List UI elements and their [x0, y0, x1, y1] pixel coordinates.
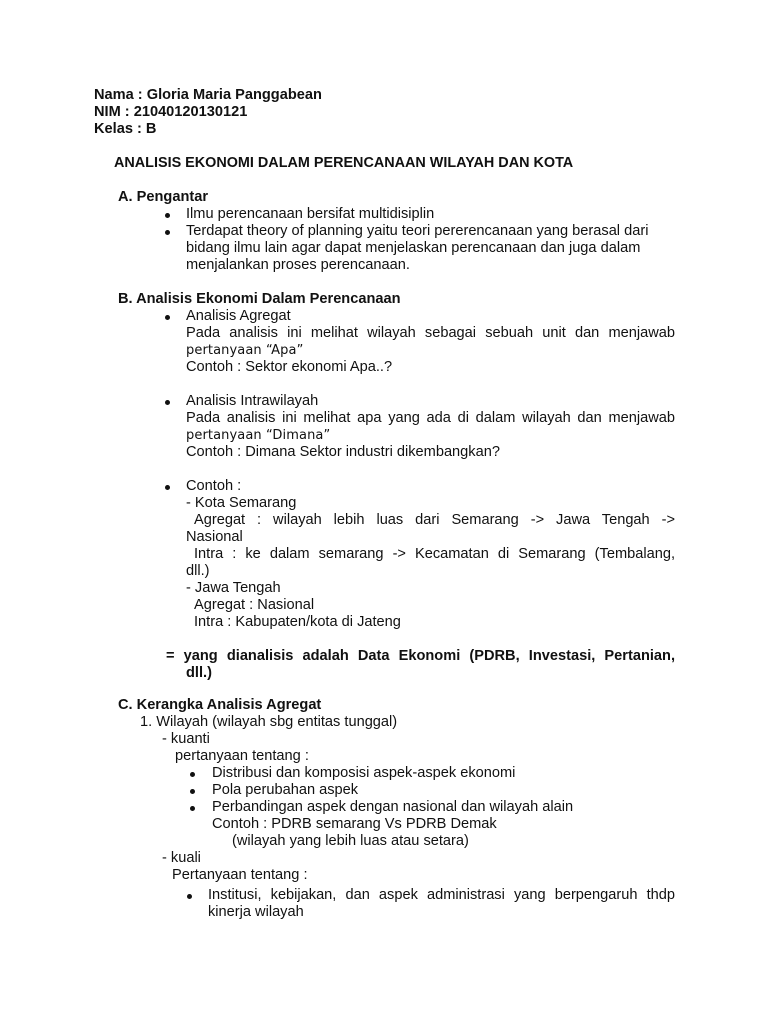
jawa-tengah-agregat: Agregat : Nasional [194, 597, 315, 613]
agregat-example: Contoh : Sektor ekonomi Apa..? [186, 359, 393, 375]
summary-line-1: = yang dianalisis adalah Data Ekonomi (PDRB, Investasi, Pertanian, [166, 648, 675, 664]
student-name: Nama : Gloria Maria Panggabean [94, 87, 322, 103]
agregat-description-line-2: pertanyaan “Apa” [186, 343, 304, 358]
intra-description-line-2: pertanyaan “Dimana” [186, 428, 331, 443]
intra-description-line-1: Pada analisis ini melihat apa yang ada di dalam wilayah dan menjawab [186, 410, 675, 426]
bullet-icon [165, 485, 170, 490]
kuanti-question: pertanyaan tentang : [175, 748, 309, 764]
section-a-bullet-2-line-1: Terdapat theory of planning yaitu teori pererencanaan yang berasal dari [186, 223, 649, 239]
kuanti-bullet-2: Pola perubahan aspek [212, 782, 359, 798]
intra-title: Analisis Intrawilayah [186, 393, 319, 409]
bullet-icon [165, 230, 170, 235]
bullet-icon [187, 894, 192, 899]
section-c-item-1: 1. Wilayah (wilayah sbg entitas tunggal) [140, 714, 398, 730]
student-class: Kelas : B [94, 121, 157, 137]
kuali-bullet-1-line-1: Institusi, kebijakan, dan aspek administrasi yang berpengaruh thdp [208, 887, 675, 903]
section-a-bullet-2-line-2: bidang ilmu lain agar dapat menjelaskan perencanaan dan juga dalam [186, 240, 641, 256]
bullet-icon [190, 789, 195, 794]
kota-semarang-intra-line-2: dll.) [186, 563, 210, 579]
section-a-bullet-1: Ilmu perencanaan bersifat multidisiplin [186, 206, 435, 222]
kuanti-label: - kuanti [162, 731, 210, 747]
kota-semarang-agregat-line-2: Nasional [186, 529, 243, 545]
example-kota-semarang: - Kota Semarang [186, 495, 297, 511]
bullet-icon [190, 806, 195, 811]
bullet-icon [190, 772, 195, 777]
section-b-heading: B. Analisis Ekonomi Dalam Perencanaan [118, 291, 401, 307]
document-title: ANALISIS EKONOMI DALAM PERENCANAAN WILAYAH DAN KOTA [114, 155, 574, 171]
summary-line-2: dll.) [186, 665, 212, 681]
kuanti-bullet-3: Perbandingan aspek dengan nasional dan wilayah alain [212, 799, 574, 815]
intra-example: Contoh : Dimana Sektor industri dikembangkan? [186, 444, 500, 460]
kuali-bullet-1-line-2: kinerja wilayah [208, 904, 304, 920]
bullet-icon [165, 400, 170, 405]
kuanti-example-note: (wilayah yang lebih luas atau setara) [232, 833, 469, 849]
section-a-bullet-2-line-3: menjalankan proses perencanaan. [186, 257, 410, 273]
kuanti-example: Contoh : PDRB semarang Vs PDRB Demak [212, 816, 497, 832]
agregat-description-line-1: Pada analisis ini melihat wilayah sebagai sebuah unit dan menjawab [186, 325, 675, 341]
agregat-title: Analisis Agregat [186, 308, 291, 324]
example-jawa-tengah: - Jawa Tengah [186, 580, 281, 596]
kuanti-bullet-1: Distribusi dan komposisi aspek-aspek ekonomi [212, 765, 516, 781]
jawa-tengah-intra: Intra : Kabupaten/kota di Jateng [194, 614, 401, 630]
bullet-icon [165, 213, 170, 218]
student-nim: NIM : 21040120130121 [94, 104, 248, 120]
kota-semarang-agregat-line-1: Agregat : wilayah lebih luas dari Semarang -> Jawa Tengah -> [194, 512, 675, 528]
section-c-heading: C. Kerangka Analisis Agregat [118, 697, 322, 713]
kuali-label: - kuali [162, 850, 201, 866]
kuali-question: Pertanyaan tentang : [172, 867, 308, 883]
bullet-icon [165, 315, 170, 320]
section-a-heading: A. Pengantar [118, 189, 209, 205]
contoh-title: Contoh : [186, 478, 242, 494]
kota-semarang-intra-line-1: Intra : ke dalam semarang -> Kecamatan di Semarang (Tembalang, [194, 546, 675, 562]
